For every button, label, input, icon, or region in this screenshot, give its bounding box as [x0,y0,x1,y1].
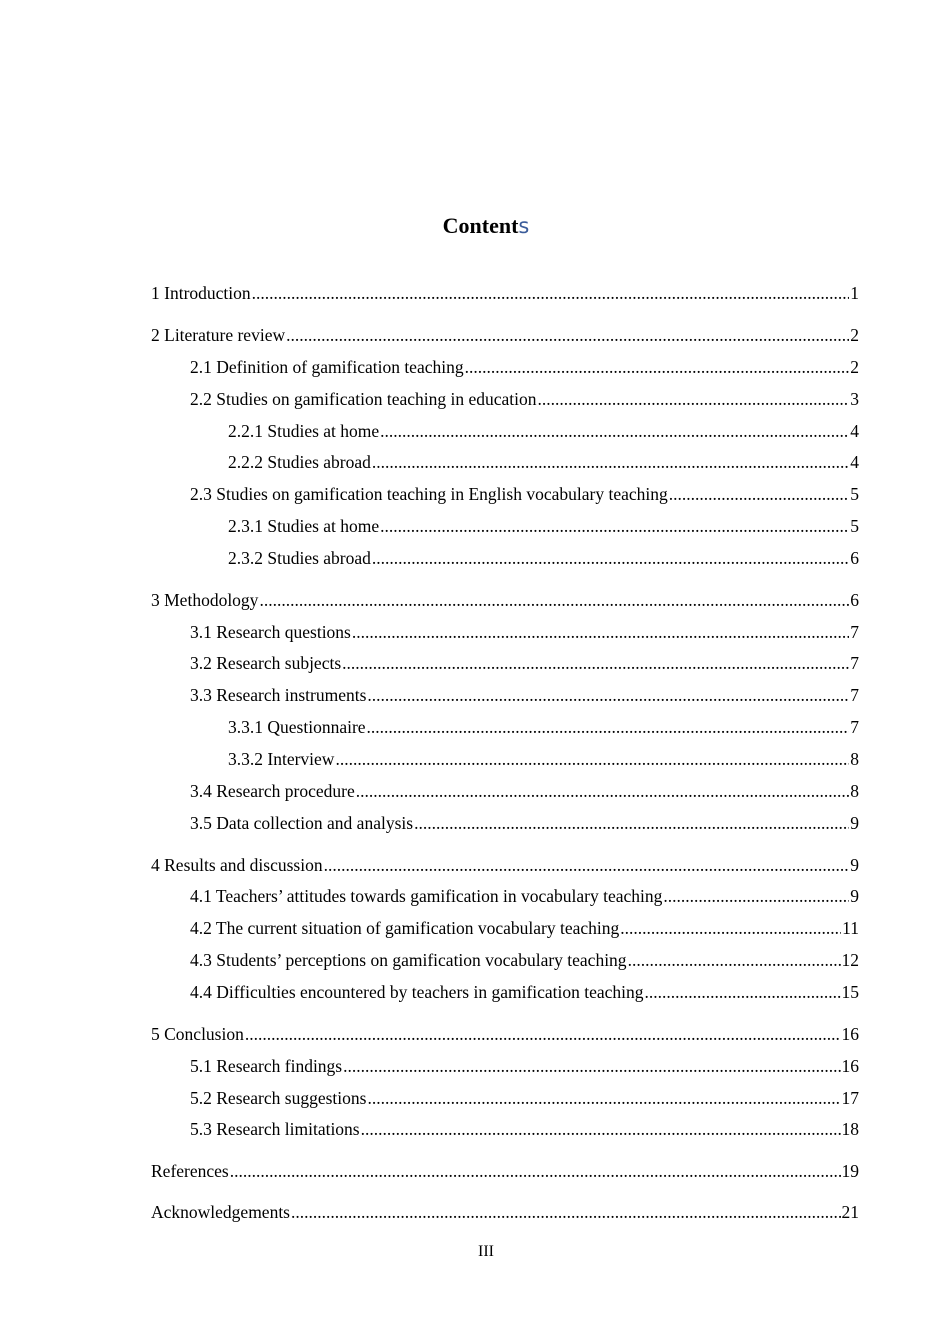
toc-dot-leader [324,853,850,877]
toc-entry-label: 4 Results and discussion [151,855,323,875]
toc-entry-page: 4 [850,421,859,441]
toc-entry-label: 3.3.2 Interview [228,749,335,769]
toc-entry[interactable] [228,546,859,570]
toc-entry[interactable] [151,281,859,305]
toc-entry-label: 3.4 Research procedure [190,781,355,801]
toc-entry-label: 2.3 Studies on gamification teaching in English vocabulary teaching [190,484,668,504]
toc-entry-page: 5 [850,516,859,536]
toc-dot-leader [352,620,849,644]
toc-entry-label: 5.3 Research limitations [190,1119,360,1139]
toc-entry[interactable] [190,980,859,1004]
toc-entry-label: 1 Introduction [151,283,251,303]
toc-entry-label: 2.2.2 Studies abroad [228,452,371,472]
toc-dot-leader [291,1200,841,1224]
toc-entry-page: 17 [841,1088,859,1108]
toc-entry[interactable] [190,683,859,707]
toc-entry[interactable] [228,419,859,443]
toc-entry-page: 2 [850,357,859,377]
toc-dot-leader [367,1086,840,1110]
title-main: Content [442,213,519,238]
toc-entry[interactable] [190,482,859,506]
toc-entry-label: 3.1 Research questions [190,622,351,642]
toc-dot-leader [245,1022,841,1046]
toc-entry-page: 7 [850,653,859,673]
toc-entry[interactable] [228,450,859,474]
toc-entry[interactable] [190,620,859,644]
toc-entry-page: 8 [850,781,859,801]
toc-entry-label: Acknowledgements [151,1202,290,1222]
toc-entry-label: 3.3.1 Questionnaire [228,717,366,737]
toc-entry[interactable] [190,779,859,803]
toc-entry-label: 2.3.1 Studies at home [228,516,380,536]
toc-entry[interactable] [151,588,859,612]
toc-entry-page: 7 [850,685,859,705]
toc-entry[interactable] [151,1200,859,1224]
toc-entry-page: 11 [842,918,859,938]
toc-entry[interactable] [190,387,859,411]
toc-entry-label: 3.3 Research instruments [190,685,367,705]
page-number: III [478,1243,494,1260]
toc-entry[interactable] [228,747,859,771]
toc-dot-leader [669,482,850,506]
toc-entry[interactable] [190,1117,859,1141]
toc-entry-page: 9 [850,855,859,875]
toc-entry-page: 9 [850,813,859,833]
toc-entry-label: 5.2 Research suggestions [190,1088,367,1108]
toc-entry[interactable] [151,1022,859,1046]
toc-entry-label: References [151,1161,229,1181]
toc-dot-leader [645,980,841,1004]
toc-entry-page: 16 [841,1024,859,1044]
toc-dot-leader [335,747,849,771]
toc-entry[interactable] [151,1159,859,1183]
toc-entry-page: 4 [850,452,859,472]
toc-dot-leader [230,1159,841,1183]
toc-entry-label: 2.3.2 Studies abroad [228,548,371,568]
toc-entry-label: 3.2 Research subjects [190,653,342,673]
toc-entry-page: 7 [850,622,859,642]
toc-dot-leader [620,916,841,940]
toc-entry-label: 2.2.1 Studies at home [228,421,380,441]
toc-dot-leader [252,281,850,305]
toc-entry[interactable] [190,811,859,835]
toc-entry-label: 2 Literature review [151,325,286,345]
toc-entry[interactable] [151,323,859,347]
toc-entry-label: 4.3 Students’ perceptions on gamification vocabulary teaching [190,950,627,970]
toc-entry-page: 21 [841,1202,859,1222]
toc-entry[interactable] [190,916,859,940]
toc-entry-label: 5 Conclusion [151,1024,244,1044]
toc-entry[interactable] [190,651,859,675]
toc-entry-page: 19 [841,1161,859,1181]
toc-dot-leader [372,450,849,474]
toc-entry-label: 3.5 Data collection and analysis [190,813,414,833]
toc-dot-leader [628,948,841,972]
toc-entry-page: 16 [841,1056,859,1076]
toc-entry-page: 6 [850,590,859,610]
toc-entry-page: 7 [850,717,859,737]
toc-dot-leader [342,651,849,675]
toc-entry-label: 3 Methodology [151,590,259,610]
toc-dot-leader [361,1117,841,1141]
toc-dot-leader [286,323,849,347]
toc-entry-label: 4.1 Teachers’ attitudes towards gamification in vocabulary teaching [190,886,663,906]
page-title [0,211,950,241]
toc-entry-label: 2.2 Studies on gamification teaching in education [190,389,537,409]
toc-dot-leader [538,387,850,411]
toc-entry-page: 1 [850,283,859,303]
toc-entry[interactable] [190,884,859,908]
toc-entry[interactable] [190,1054,859,1078]
toc-entry-page: 18 [841,1119,859,1139]
toc-entry-page: 8 [850,749,859,769]
toc-entry-page: 2 [850,325,859,345]
toc-dot-leader [380,514,849,538]
toc-dot-leader [380,419,849,443]
toc-entry-page: 9 [850,886,859,906]
toc-entry[interactable] [228,715,859,739]
toc-dot-leader [414,811,849,835]
toc-dot-leader [663,884,849,908]
toc-entry[interactable] [190,1086,859,1110]
toc-entry-label: 5.1 Research findings [190,1056,343,1076]
toc-entry[interactable] [228,514,859,538]
toc-dot-leader [367,715,850,739]
toc-dot-leader [356,779,850,803]
toc-entry-page: 3 [850,389,859,409]
toc-entry-label: 2.1 Definition of gamification teaching [190,357,464,377]
toc-entry[interactable] [190,948,859,972]
toc-entry[interactable] [151,853,859,877]
title-tail: s [518,214,530,238]
toc-entry-label: 4.4 Difficulties encountered by teachers in gamification teaching [190,982,644,1002]
toc-dot-leader [372,546,849,570]
toc-dot-leader [259,588,849,612]
toc-entry-page: 5 [850,484,859,504]
toc-dot-leader [465,355,850,379]
toc-entry-page: 6 [850,548,859,568]
toc-entry-page: 12 [841,950,859,970]
toc-entry-page: 15 [841,982,859,1002]
toc-entry[interactable] [190,355,859,379]
toc-dot-leader [343,1054,840,1078]
toc-entry-label: 4.2 The current situation of gamification vocabulary teaching [190,918,620,938]
toc-dot-leader [367,683,849,707]
